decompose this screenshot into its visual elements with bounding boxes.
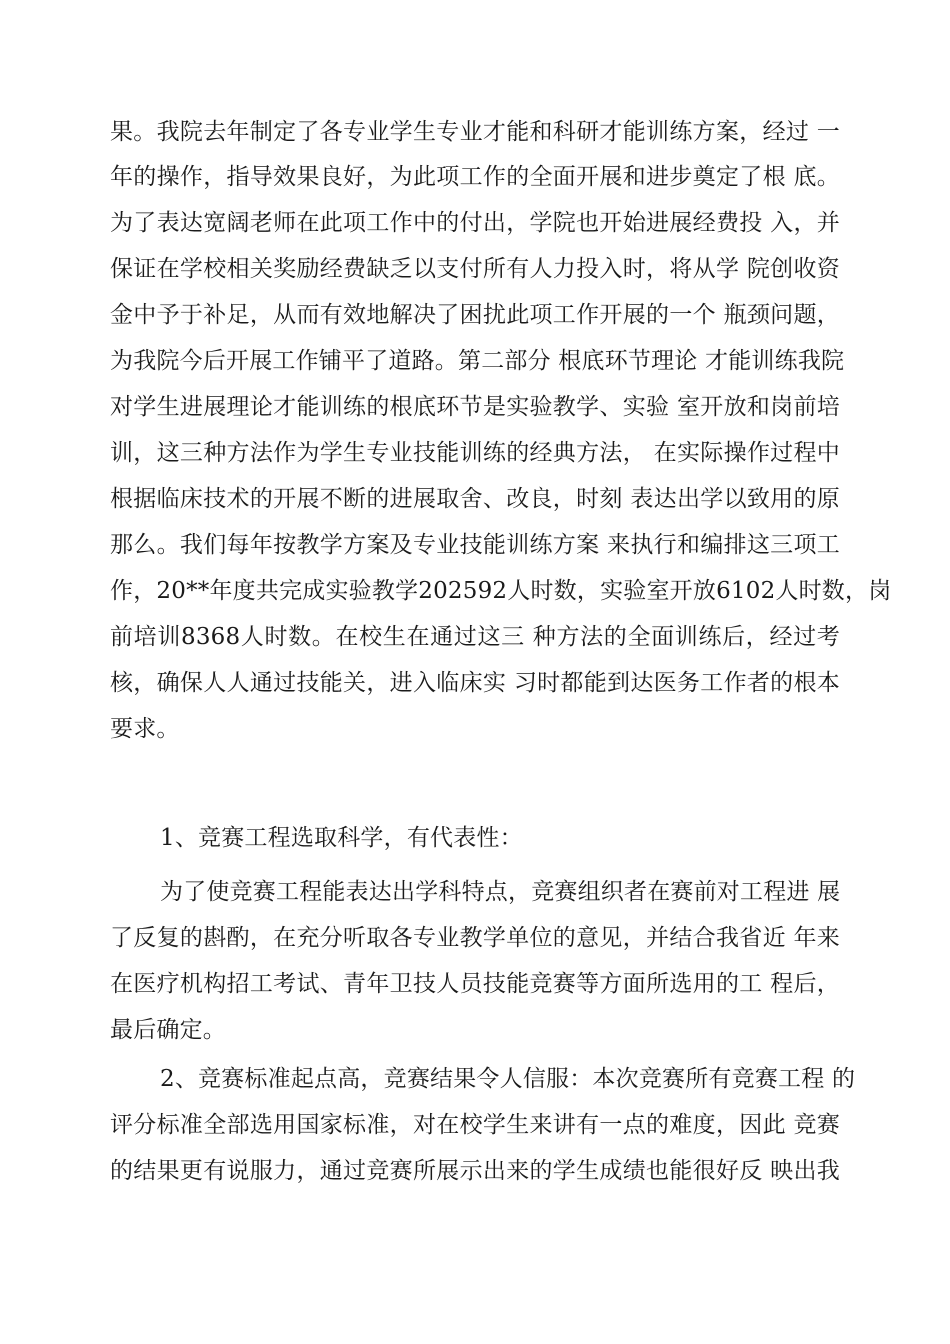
paragraph-line: 金中予于补足，从而有效地解决了困扰此项工作开展的一个 瓶颈问题，: [110, 302, 840, 328]
paragraph-line: 要求。: [110, 716, 180, 742]
paragraph-line: 前培训8368人时数。在校生在通过这三 种方法的全面训练后，经过考: [110, 624, 840, 650]
paragraph-line: 为了表达宽阔老师在此项工作中的付出，学院也开始进展经费投 入，并: [110, 210, 840, 236]
paragraph-line: 对学生进展理论才能训练的根底环节是实验教学、实验 室开放和岗前培: [110, 394, 840, 420]
paragraph-line: 作，20**年度共完成实验教学202592人时数，实验室开放6102人时数，岗: [110, 578, 892, 604]
paragraph-line: 训，这三种方法作为学生专业技能训练的经典方法， 在实际操作过程中: [110, 440, 840, 466]
paragraph-line: 的结果更有说服力，通过竞赛所展示出来的学生成绩也能很好反 映出我: [110, 1158, 840, 1184]
paragraph-line: 2、竞赛标准起点高，竞赛结果令人信服：本次竞赛所有竞赛工程 的: [160, 1066, 856, 1092]
paragraph-line: 了反复的斟酌，在充分听取各专业教学单位的意见，并结合我省近 年来: [110, 925, 840, 951]
paragraph-line: 在医疗机构招工考试、青年卫技人员技能竞赛等方面所选用的工 程后，: [110, 971, 840, 997]
paragraph-line: 为了使竞赛工程能表达出学科特点，竞赛组织者在赛前对工程进 展: [160, 879, 841, 905]
paragraph-line: 果。我院去年制定了各专业学生专业才能和科研才能训练方案，经过 一: [110, 119, 840, 145]
paragraph-line: 评分标准全部选用国家标准，对在校学生来讲有一点的难度，因此 竞赛: [110, 1112, 840, 1138]
paragraph-line: 保证在学校相关奖励经费缺乏以支付所有人力投入时，将从学 院创收资: [110, 256, 840, 282]
paragraph-line: 年的操作，指导效果良好，为此项工作的全面开展和进步奠定了根 底。: [110, 164, 840, 190]
paragraph-line: 核，确保人人通过技能关，进入临床实 习时都能到达医务工作者的根本: [110, 670, 840, 696]
section-heading: 1、竞赛工程选取科学，有代表性：: [160, 825, 523, 851]
paragraph-line: 那么。我们每年按教学方案及专业技能训练方案 来执行和编排这三项工: [110, 532, 840, 558]
paragraph-line: 最后确定。: [110, 1017, 226, 1043]
paragraph-line: 为我院今后开展工作铺平了道路。第二部分 根底环节理论 才能训练我院: [110, 348, 845, 374]
paragraph-line: 根据临床技术的开展不断的进展取舍、改良，时刻 表达出学以致用的原: [110, 486, 840, 512]
